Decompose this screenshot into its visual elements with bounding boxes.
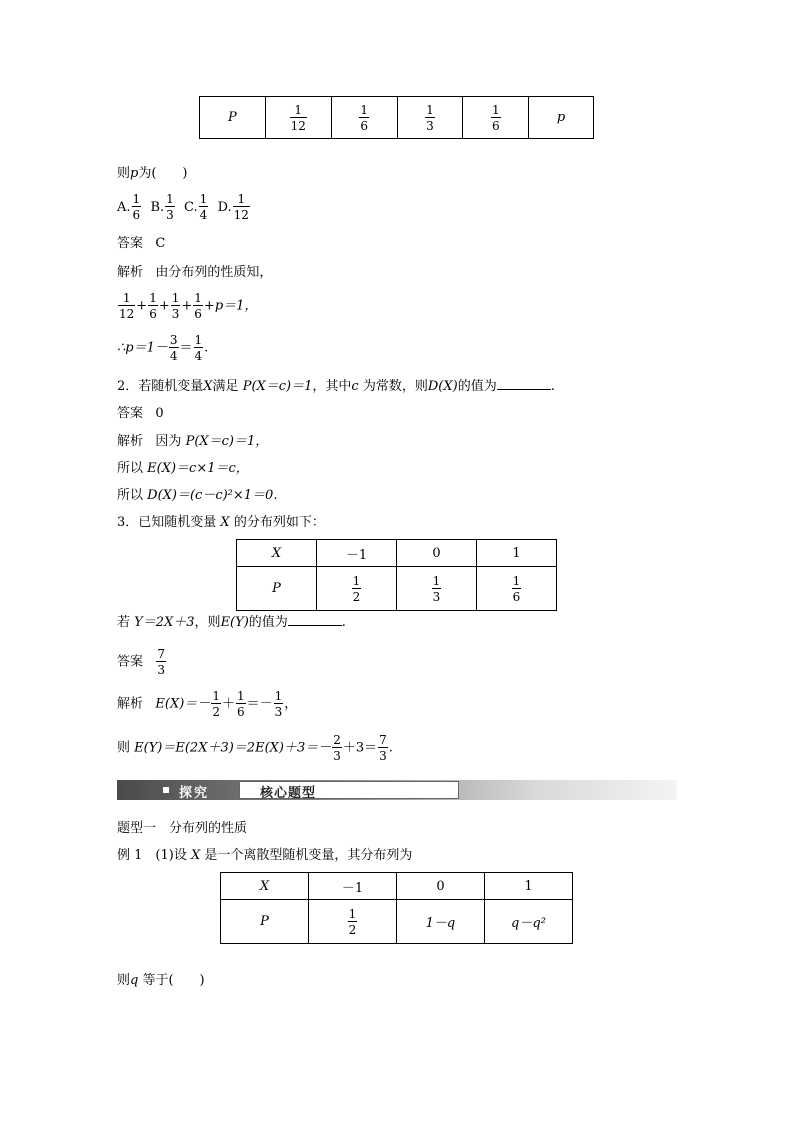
analysis-line: 解析 因为 P(X＝c)＝1， [117, 434, 269, 449]
option-d: D. $\frac{1}{12}$ [217, 192, 249, 222]
section-banner [117, 780, 677, 800]
table-cell: $\frac{1}{2}$ [308, 900, 396, 944]
analysis-line: 解析 E(X)＝－ $\frac{1}{2}$ ＋ $\frac{1}{6}$ ＝－ $\frac{1}{3}$ ， [117, 689, 298, 719]
answer-line: 答案 C [117, 236, 166, 251]
banner-label-left: 探究 [179, 786, 210, 801]
table-cell: 1－q [396, 900, 484, 944]
banner-label-right: 核心题型 [260, 786, 317, 801]
option-c: C. $\frac{1}{4}$ [184, 192, 208, 222]
analysis-line: 解析 由分布列的性质知， [117, 265, 273, 280]
table-cell: $\frac{1}{3}$ [397, 97, 463, 139]
answer-line: 答案 0 [117, 406, 164, 421]
table-cell: X [221, 873, 309, 900]
square-bullet-icon [163, 787, 169, 793]
answer-options [117, 193, 251, 221]
table-cell: p [529, 97, 594, 139]
table-cell: $\frac{1}{2}$ [316, 567, 396, 611]
table-cell: q－q² [484, 900, 572, 944]
analysis-line: 则 E(Y)＝E(2X＋3)＝2E(X)＋3＝－ $\frac{2}{3}$ ＋3＝ $\frac{7}{3}$ . [117, 733, 393, 763]
table-cell: $\frac{1}{6}$ [476, 567, 556, 611]
question-condition: 若 Y＝2X＋3，则E(Y)的值为 . [117, 615, 346, 630]
analysis-line: 所以 D(X)＝(c－c)²×1＝0. [117, 488, 278, 503]
table-cell: P [200, 97, 266, 139]
question-stem: 3．已知随机变量 X 的分布列如下： [117, 515, 325, 530]
table-cell: $\frac{1}{6}$ [463, 97, 529, 139]
option-b: B. $\frac{1}{3}$ [150, 192, 174, 222]
distribution-table-1 [199, 96, 594, 139]
table-cell: 0 [396, 873, 484, 900]
table-cell: 1 [476, 540, 556, 567]
table-cell: $\frac{1}{12}$ [265, 97, 331, 139]
table-cell: －1 [308, 873, 396, 900]
equation-line: ∴p＝1－ $\frac{3}{4}$ ＝ $\frac{1}{4}$ . [117, 333, 209, 363]
table-cell: P [221, 900, 309, 944]
section-title: 题型一 分布列的性质 [117, 821, 248, 836]
table-cell: －1 [316, 540, 396, 567]
question-stem: 则p为( ) [117, 166, 188, 181]
example-stem: 例 1 (1)设 X 是一个离散型随机变量，其分布列为 [117, 848, 413, 863]
table-cell: 0 [396, 540, 476, 567]
distribution-table-2 [236, 539, 557, 611]
question-stem: 则q 等于( ) [117, 973, 205, 988]
answer-line: 答案 $\frac{7}{3}$ [117, 647, 166, 677]
table-cell: $\frac{1}{6}$ [331, 97, 397, 139]
table-cell: P [237, 567, 317, 611]
distribution-table-3 [220, 872, 573, 944]
analysis-line: 所以 E(X)＝c×1＝c， [117, 461, 249, 476]
table-cell: X [237, 540, 317, 567]
table-cell: $\frac{1}{3}$ [396, 567, 476, 611]
banner-label-box [239, 781, 459, 799]
table-cell: 1 [484, 873, 572, 900]
option-a: A. $\frac{1}{6}$ [117, 192, 141, 222]
equation-line: $\frac{1}{12}$ + $\frac{1}{6}$ + $\frac{1}{3}$ + $\frac{1}{6}$ +p＝1， [119, 291, 258, 321]
question-stem: 2．若随机变量X满足 P(X＝c)＝1，其中c 为常数，则D(X)的值为 . [117, 379, 555, 394]
